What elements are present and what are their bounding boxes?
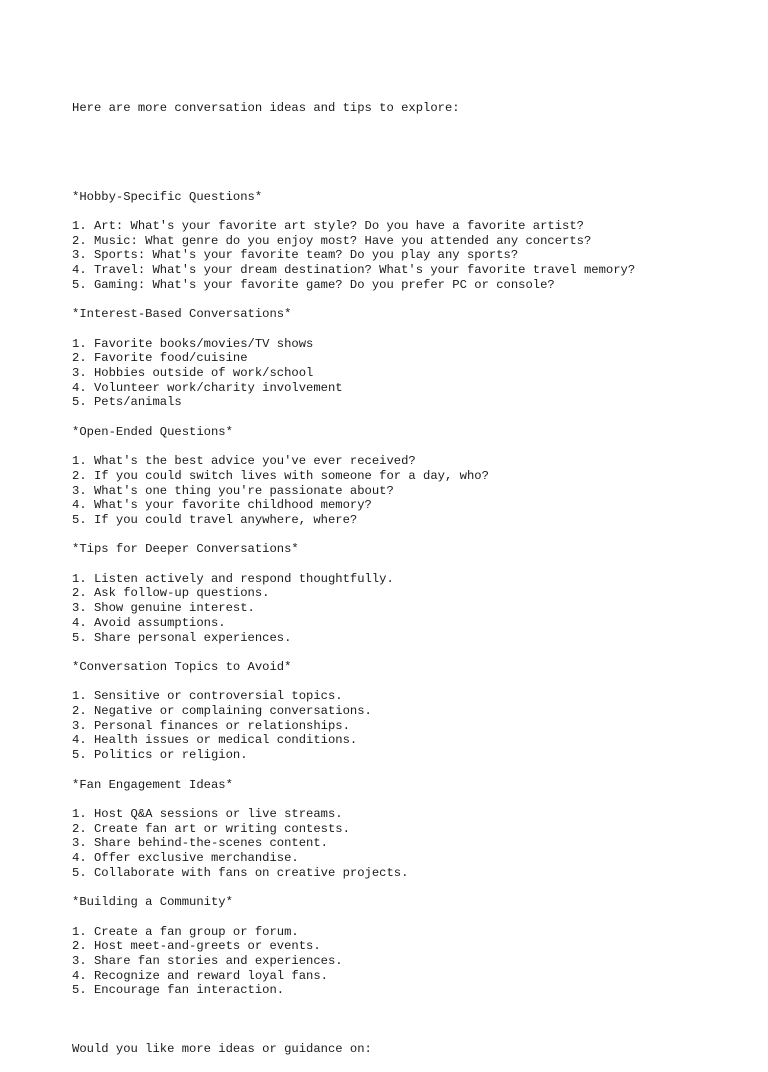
list-item: 1. Art: What's your favorite art style? Do you have a favorite artist? [72, 219, 584, 233]
list-item: 5. Collaborate with fans on creative projects. [72, 865, 409, 880]
list-item: 5. If you could travel anywhere, where? [72, 513, 358, 527]
list-item: 4. Offer exclusive merchandise. [72, 851, 299, 866]
spacer [72, 792, 752, 807]
list-item: 4. Travel: What's your dream destination? What's your favorite travel memory? [72, 263, 636, 278]
intro-paragraph: Here are more conversation ideas and tips to explore: [72, 101, 460, 116]
numbered-list [72, 454, 752, 528]
closing-paragraph: Would you like more ideas or guidance on: [72, 1042, 372, 1057]
list-item: 4. Recognize and reward loyal fans. [72, 968, 328, 983]
list-item: 2. Negative or complaining conversations. [72, 704, 372, 719]
list-item: 1. Sensitive or controversial topics. [72, 689, 343, 704]
numbered-list [72, 572, 752, 646]
numbered-list [72, 337, 752, 411]
spacer [72, 880, 752, 895]
list-item: 2. Create fan art or writing contests. [72, 821, 350, 836]
spacer [72, 440, 752, 455]
spacer [72, 528, 752, 543]
spacer [72, 557, 752, 572]
list-item: 5. Share personal experiences. [72, 630, 292, 645]
list-item: 5. Gaming: What's your favorite game? Do you prefer PC or console? [72, 277, 555, 292]
list-item: 3. Sports: What's your favorite team? Do you play any sports? [72, 248, 519, 263]
spacer [72, 998, 752, 1013]
list-item: 4. What's your favorite childhood memory? [72, 498, 372, 513]
spacer [72, 645, 752, 660]
list-item: 1. What's the best advice you've ever received? [72, 454, 416, 469]
list-item: 3. Share behind-the-scenes content. [72, 836, 328, 851]
list-item: 3. What's one thing you're passionate about? [72, 483, 394, 498]
list-item: 3. Share fan stories and experiences. [72, 953, 343, 968]
spacer [72, 146, 752, 161]
numbered-list [72, 925, 752, 999]
sections-container [72, 190, 752, 1013]
list-item: 4. Volunteer work/charity involvement [72, 380, 343, 395]
numbered-list [72, 807, 752, 881]
section-heading: *Hobby-Specific Questions* [72, 189, 263, 204]
list-item: 2. If you could switch lives with someone for a day, who? [72, 468, 489, 483]
list-item: 5. Encourage fan interaction. [72, 983, 285, 998]
list-item: 4. Avoid assumptions. [72, 615, 226, 630]
spacer [72, 293, 752, 308]
spacer [72, 204, 752, 219]
list-item: 3. Personal finances or relationships. [72, 718, 350, 733]
list-item: 2. Ask follow-up questions. [72, 586, 270, 601]
list-item: 4. Health issues or medical conditions. [72, 733, 358, 748]
list-item: 1. Create a fan group or forum. [72, 924, 299, 939]
section-heading: *Conversation Topics to Avoid* [72, 659, 292, 674]
numbered-list [72, 219, 752, 293]
spacer [72, 322, 752, 337]
section-heading: *Open-Ended Questions* [72, 424, 233, 439]
list-item: 3. Hobbies outside of work/school [72, 366, 314, 380]
section-heading: *Tips for Deeper Conversations* [72, 542, 299, 557]
section-heading: *Fan Engagement Ideas* [72, 777, 233, 792]
list-item: 1. Listen actively and respond thoughtfully. [72, 571, 394, 586]
list-item: 1. Favorite books/movies/TV shows [72, 336, 314, 351]
list-item: 2. Favorite food/cuisine [72, 351, 248, 366]
section-heading: *Interest-Based Conversations* [72, 307, 292, 322]
document-page [72, 72, 752, 1072]
spacer [72, 675, 752, 690]
spacer [72, 410, 752, 425]
list-item: 5. Pets/animals [72, 395, 182, 410]
list-item: 2. Host meet-and-greets or events. [72, 939, 321, 954]
list-item: 2. Music: What genre do you enjoy most? Have you attended any concerts? [72, 233, 592, 248]
list-item: 5. Politics or religion. [72, 748, 248, 763]
spacer [72, 910, 752, 925]
list-item: 1. Host Q&A sessions or live streams. [72, 806, 343, 821]
section-heading: *Building a Community* [72, 895, 233, 910]
spacer [72, 763, 752, 778]
numbered-list [72, 689, 752, 763]
list-item: 3. Show genuine interest. [72, 601, 255, 616]
